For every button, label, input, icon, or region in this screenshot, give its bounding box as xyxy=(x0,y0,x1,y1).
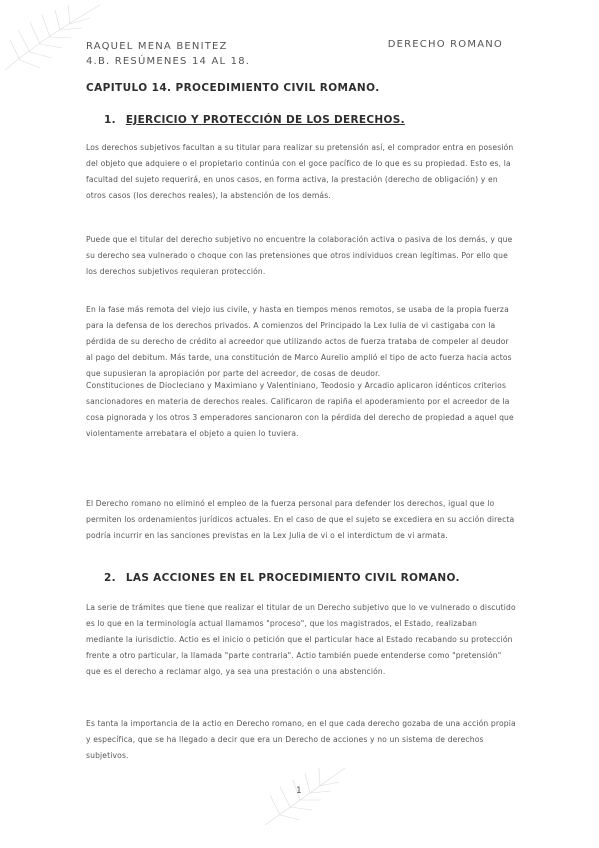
paragraph: Puede que el titular del derecho subjetivo no encuentre la colaboración activa o pasiva de los demás, y que su derecho sea vulnerado o choque con las pretensiones que otros individuos crean legítimas. Por ello que los derechos subjetivos requieran protección. xyxy=(86,235,513,276)
section-number: 2. xyxy=(104,572,116,584)
paragraph: Los derechos subjetivos facultan a su titular para realizar su pretensión así, el comprador entra en posesión del objeto que adquiere o el propietario continúa con el goce pacífico de lo que es su propiedad. Esto es, la facultad del sujeto requerirá, en unos casos, en forma activa, la prestación (derecho de obligación) y en otros casos (los derechos reales), la abstención de los demás. xyxy=(86,143,514,200)
feather-decoration-icon xyxy=(255,760,350,830)
section-heading-1 xyxy=(104,114,405,126)
paragraph: El Derecho romano no eliminó el empleo de la fuerza personal para defender los derechos, igual que lo permiten los ordenamientos jurídicos actuales. En el caso de que el sujeto se excediera en su acción directa podría incurrir en las sanciones previstas en la Lex Julia de vi o el interdictum de vi armata. xyxy=(86,499,515,540)
paragraph: En la fase más remota del viejo ius civile, y hasta en tiempos menos remotos, se usaba de la propia fuerza para la defensa de los derechos privados. A comienzos del Principado la Lex Iulia de vi castigaba con la pérdida de su derecho de crédito al acreedor que utilizando actos de fuerza trataba de compeler al deudor al pago del debitum. Más tarde, una constitución de Marco Aurelio amplió el tipo de acto fuerza hacia actos que supusieran la apropiación por parte del acreedor, de cosas de deudor. xyxy=(86,305,512,378)
section-title-text: LAS ACCIONES EN EL PROCEDIMIENTO CIVIL ROMANO. xyxy=(125,572,460,584)
subject-name: DERECHO ROMANO xyxy=(387,39,503,50)
document-header-left xyxy=(86,39,250,69)
page-number: 1 xyxy=(296,786,302,796)
section-heading-2 xyxy=(104,572,460,584)
section-number: 1. xyxy=(104,114,116,126)
author-name: RAQUEL MENA BENITEZ xyxy=(86,41,228,52)
chapter-title: CAPITULO 14. PROCEDIMIENTO CIVIL ROMANO. xyxy=(86,82,380,94)
section-title-text: EJERCICIO Y PROTECCIÓN DE LOS DERECHOS. xyxy=(125,114,405,126)
paragraph: Es tanta la importancia de la actio en Derecho romano, en el que cada derecho gozaba de una acción propia y específica, que se ha llegado a decir que era un Derecho de acciones y no un sistema de derechos subjetivos. xyxy=(86,719,516,760)
paragraph: La serie de trámites que tiene que realizar el titular de un Derecho subjetivo que lo ve vulnerado o discutido es lo que en la terminología actual llamamos "proceso", que los magistrados, el Estado, realizaban mediante la iurisdictio. Actio es el inicio o petición que el particular hace al Estado recabando su protección frente a otro particular, la llamada "parte contraria". Actio también puede entenderse como "pretensión" que es el derecho a reclamar algo, ya sea una prestación o una abstención. xyxy=(86,603,516,676)
document-subtitle: 4.B. RESÚMENES 14 AL 18. xyxy=(86,56,251,67)
paragraph: Constituciones de Diocleciano y Maximiano y Valentiniano, Teodosio y Arcadio aplicaron idénticos criterios sancionadores en materia de derechos reales. Calificaron de rapiña el apoderamiento por el acreedor de la cosa pignorada y los otros 3 emperadores sancionaron con la pérdida del derecho de propiedad a aquel que violentamente arrebatara el objeto a quien lo tuviera. xyxy=(86,381,514,438)
